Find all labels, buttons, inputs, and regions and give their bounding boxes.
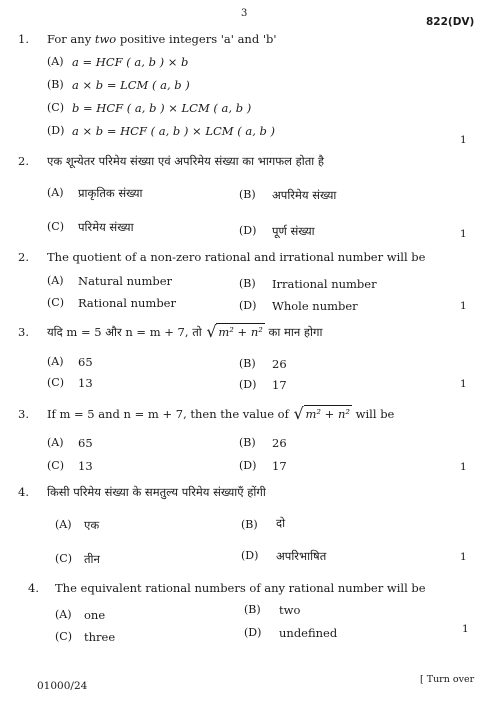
q4h-option-d: अपरिभाषित <box>276 549 327 563</box>
q2h-option-c-label: (C) <box>47 220 64 233</box>
q3h-stem: यदि m = 5 और n = m + 7, तो √ m² + n² का मान होगा <box>47 325 322 340</box>
q3e-stem: If m = 5 and n = m + 7, then the value of √ m² + n² will be <box>47 407 394 421</box>
q2e-marks: 1 <box>460 300 467 312</box>
q1-option-a: a = HCF ( a, b ) × b <box>72 55 189 69</box>
q3h-marks: 1 <box>460 378 467 390</box>
q3h-option-b-label: (B) <box>239 357 256 370</box>
footer-code: 01000/24 <box>37 680 88 692</box>
q3h-option-c: 13 <box>78 376 93 390</box>
q2h-option-b: अपरिमेय संख्या <box>272 188 337 202</box>
q2e-option-a-label: (A) <box>47 274 64 287</box>
q3h-option-a: 65 <box>78 355 93 369</box>
q3e-option-d: 17 <box>272 459 287 473</box>
q2h-stem: एक शून्येतर परिमेय संख्या एवं अपरिमेय संख्या का भागफल होता है <box>47 154 324 168</box>
q4h-marks: 1 <box>460 551 467 563</box>
q3e-option-a-label: (A) <box>47 436 64 449</box>
q4e-option-d: undefined <box>279 626 338 640</box>
q2e-option-b: Irrational number <box>272 277 377 291</box>
q2e-option-d-label: (D) <box>239 299 257 312</box>
q4e-option-b: two <box>279 603 301 617</box>
q4h-option-c: तीन <box>84 552 100 566</box>
q3e-option-b-label: (B) <box>239 436 256 449</box>
q4h-option-a-label: (A) <box>55 518 72 531</box>
q3e-option-d-label: (D) <box>239 459 257 472</box>
q4h-option-d-label: (D) <box>241 549 259 562</box>
q1-marks: 1 <box>460 134 467 146</box>
q4h-option-b: दो <box>276 516 286 530</box>
q3e-option-a: 65 <box>78 436 93 450</box>
q3e-number: 3. <box>18 407 29 421</box>
q4e-option-a: one <box>84 608 106 622</box>
q3h-option-c-label: (C) <box>47 376 64 389</box>
page-number: 3 <box>241 8 248 19</box>
q2h-option-a: प्राकृतिक संख्या <box>78 186 143 200</box>
q4h-option-b-label: (B) <box>241 518 258 531</box>
q4e-option-c-label: (C) <box>55 630 72 643</box>
turn-over-note: [ Turn over <box>420 674 475 685</box>
q2h-number: 2. <box>18 154 29 168</box>
q4e-option-c: three <box>84 630 116 644</box>
q4e-option-a-label: (A) <box>55 608 72 621</box>
q4e-number: 4. <box>28 581 39 595</box>
q2e-stem: The quotient of a non-zero rational and irrational number will be <box>47 250 426 264</box>
q4h-option-c-label: (C) <box>55 552 72 565</box>
q2e-option-c-label: (C) <box>47 296 64 309</box>
q4e-option-b-label: (B) <box>244 603 261 616</box>
q4e-stem: The equivalent rational numbers of any rational number will be <box>55 581 426 595</box>
q3h-sqrt: √ m² + n² <box>207 325 264 339</box>
q3h-option-d-label: (D) <box>239 378 257 391</box>
q2h-option-b-label: (B) <box>239 188 256 201</box>
q4h-option-a: एक <box>84 518 100 532</box>
q1-number: 1. <box>18 32 29 46</box>
q3h-option-a-label: (A) <box>47 355 64 368</box>
q2e-option-a: Natural number <box>78 274 173 288</box>
q1-option-a-label: (A) <box>47 55 64 68</box>
q2e-option-c: Rational number <box>78 296 176 310</box>
q3e-option-c-label: (C) <box>47 459 64 472</box>
q3e-sqrt: √ m² + n² <box>295 407 352 421</box>
q1-stem: For any two positive integers 'a' and 'b' <box>47 32 277 46</box>
q2h-option-d-label: (D) <box>239 224 257 237</box>
q3e-marks: 1 <box>460 461 467 473</box>
q3h-option-d: 17 <box>272 378 287 392</box>
q1-option-c: b = HCF ( a, b ) × LCM ( a, b ) <box>72 101 252 115</box>
q3e-option-c: 13 <box>78 459 93 473</box>
q4h-number: 4. <box>18 485 29 499</box>
q3e-option-b: 26 <box>272 436 287 450</box>
q1-option-d-label: (D) <box>47 124 65 137</box>
q2h-marks: 1 <box>460 228 467 240</box>
q2h-option-c: परिमेय संख्या <box>78 220 134 234</box>
q1-option-b: a × b = LCM ( a, b ) <box>72 78 190 92</box>
q2e-option-d: Whole number <box>272 299 358 313</box>
q3h-number: 3. <box>18 325 29 339</box>
q2h-option-d: पूर्ण संख्या <box>272 224 315 238</box>
q2h-option-a-label: (A) <box>47 186 64 199</box>
q3h-option-b: 26 <box>272 357 287 371</box>
q1-option-b-label: (B) <box>47 78 64 91</box>
q1-option-c-label: (C) <box>47 101 64 114</box>
q2e-number: 2. <box>18 250 29 264</box>
q4h-stem: किसी परिमेय संख्या के समतुल्य परिमेय संख्याएँ होंगी <box>47 485 266 499</box>
paper-code: 822(DV) <box>426 16 475 28</box>
q4e-marks: 1 <box>462 623 469 635</box>
q1-option-d: a × b = HCF ( a, b ) × LCM ( a, b ) <box>72 124 276 138</box>
q4e-option-d-label: (D) <box>244 626 262 639</box>
q2e-option-b-label: (B) <box>239 277 256 290</box>
